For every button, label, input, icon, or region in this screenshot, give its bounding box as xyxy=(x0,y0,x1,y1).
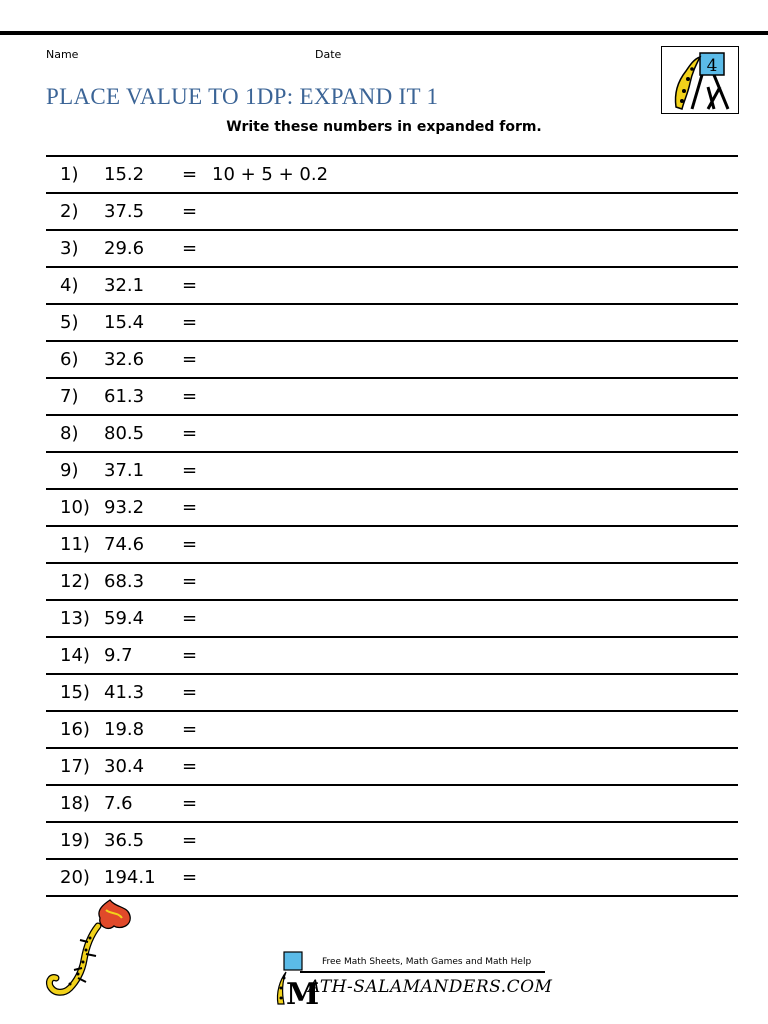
problem-row[interactable] xyxy=(46,268,738,305)
problem-number: 14) xyxy=(60,645,90,666)
problem-row[interactable] xyxy=(46,157,738,194)
equals-sign: = xyxy=(182,349,198,370)
problem-number: 8) xyxy=(60,423,79,444)
name-label: Name xyxy=(46,48,79,61)
equals-sign: = xyxy=(182,756,198,777)
footer-tagline: Free Math Sheets, Math Games and Math Help xyxy=(322,957,532,967)
problem-value: 68.3 xyxy=(104,571,145,592)
instructions: Write these numbers in expanded form. xyxy=(226,119,542,135)
equals-sign: = xyxy=(182,682,198,703)
problem-value: 32.6 xyxy=(104,349,145,370)
problem-row[interactable] xyxy=(46,860,738,897)
equals-sign: = xyxy=(182,386,198,407)
problem-number: 9) xyxy=(60,460,79,481)
problem-row[interactable] xyxy=(46,823,738,860)
equals-sign: = xyxy=(182,423,198,444)
problem-row[interactable] xyxy=(46,786,738,823)
problem-row[interactable] xyxy=(46,194,738,231)
problem-number: 17) xyxy=(60,756,90,777)
problem-row[interactable] xyxy=(46,712,738,749)
top-rule xyxy=(0,31,768,35)
problem-value: 30.4 xyxy=(104,756,145,777)
problem-value: 59.4 xyxy=(104,608,145,629)
problem-row[interactable] xyxy=(46,490,738,527)
equals-sign: = xyxy=(182,719,198,740)
problem-row[interactable] xyxy=(46,231,738,268)
problem-value: 74.6 xyxy=(104,534,145,555)
equals-sign: = xyxy=(182,312,198,333)
problem-value: 19.8 xyxy=(104,719,145,740)
problem-value: 7.6 xyxy=(104,793,133,814)
problem-value: 61.3 xyxy=(104,386,145,407)
problem-value: 37.5 xyxy=(104,201,145,222)
problem-row[interactable] xyxy=(46,564,738,601)
answer-field[interactable]: 10 + 5 + 0.2 xyxy=(212,164,329,185)
problem-value: 32.1 xyxy=(104,275,145,296)
problem-number: 10) xyxy=(60,497,90,518)
problem-value: 41.3 xyxy=(104,682,145,703)
problem-value: 80.5 xyxy=(104,423,145,444)
problem-number: 6) xyxy=(60,349,79,370)
problem-number: 15) xyxy=(60,682,90,703)
problem-row[interactable] xyxy=(46,527,738,564)
problem-number: 5) xyxy=(60,312,79,333)
problem-number: 20) xyxy=(60,867,90,888)
equals-sign: = xyxy=(182,275,198,296)
problem-number: 16) xyxy=(60,719,90,740)
equals-sign: = xyxy=(182,460,198,481)
problem-list xyxy=(46,155,738,897)
problem-row[interactable] xyxy=(46,342,738,379)
fire-salamander-icon xyxy=(40,896,140,1000)
equals-sign: = xyxy=(182,571,198,592)
problem-row[interactable] xyxy=(46,675,738,712)
problem-number: 13) xyxy=(60,608,90,629)
equals-sign: = xyxy=(182,608,198,629)
problem-value: 15.2 xyxy=(104,164,145,185)
problem-row[interactable] xyxy=(46,379,738,416)
problem-row[interactable] xyxy=(46,601,738,638)
problem-value: 194.1 xyxy=(104,867,156,888)
problem-number: 2) xyxy=(60,201,79,222)
equals-sign: = xyxy=(182,793,198,814)
equals-sign: = xyxy=(182,497,198,518)
problem-number: 4) xyxy=(60,275,79,296)
problem-number: 12) xyxy=(60,571,90,592)
problem-number: 19) xyxy=(60,830,90,851)
problem-row[interactable] xyxy=(46,453,738,490)
problem-value: 15.4 xyxy=(104,312,145,333)
problem-value: 29.6 xyxy=(104,238,145,259)
equals-sign: = xyxy=(182,830,198,851)
equals-sign: = xyxy=(182,645,198,666)
problem-value: 36.5 xyxy=(104,830,145,851)
problem-row[interactable] xyxy=(46,305,738,342)
problem-value: 37.1 xyxy=(104,460,145,481)
problem-row[interactable] xyxy=(46,749,738,786)
footer-brand[interactable]: ATH-SALAMANDERS.COM xyxy=(308,977,553,997)
problem-row[interactable] xyxy=(46,416,738,453)
problem-row[interactable] xyxy=(46,638,738,675)
problem-number: 1) xyxy=(60,164,79,185)
problem-number: 7) xyxy=(60,386,79,407)
salamander-logo-icon xyxy=(662,47,738,113)
date-label: Date xyxy=(315,48,342,61)
equals-sign: = xyxy=(182,164,198,185)
problem-value: 93.2 xyxy=(104,497,145,518)
equals-sign: = xyxy=(182,201,198,222)
problem-number: 18) xyxy=(60,793,90,814)
problem-number: 3) xyxy=(60,238,79,259)
logo-letter: M xyxy=(286,977,320,1008)
footer-rule xyxy=(300,971,545,973)
equals-sign: = xyxy=(182,238,198,259)
problem-value: 9.7 xyxy=(104,645,133,666)
logo-grade-number: 4 xyxy=(706,56,718,76)
page-title: PLACE VALUE TO 1DP: EXPAND IT 1 xyxy=(46,84,439,109)
grade-logo xyxy=(661,46,739,114)
problem-number: 11) xyxy=(60,534,90,555)
equals-sign: = xyxy=(182,867,198,888)
equals-sign: = xyxy=(182,534,198,555)
